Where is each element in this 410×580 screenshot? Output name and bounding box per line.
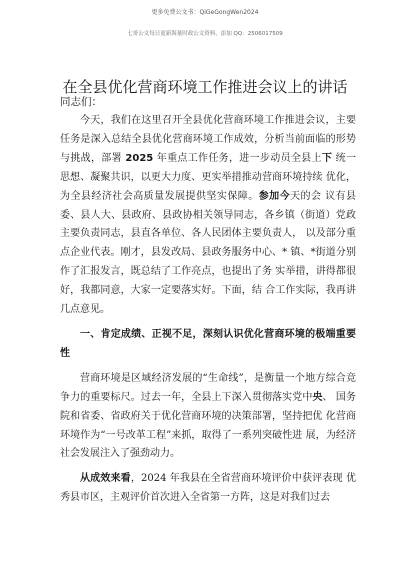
source-note: 七哥公文每日更新海量时政公文资料，添加 QQ：2506017509 — [127, 31, 283, 37]
text-run: 年重点工作任务，进一步动员全县上 — [153, 152, 322, 164]
watermark-header: 更多免费公文书：QiGeGongWen2024 — [151, 9, 259, 16]
text-run: 今天，我们在这里召开全县优化营商环境工作推进会议，主要任务是深入总结全县优化营商环境工作成效，分析当前面临的形势与挑战，部署 — [60, 115, 356, 164]
text-run: 天的会 议有县委、县人大、县政府、县政协相关领导同志，各乡镇（街道）党政主要负责同志，县直各单位、各人民团体主要负责人， 以及部分重点企业代表。刚才，县发改局、县政务服务中心、* 镇、*街道分别作了汇报发言，既总结了工作亮点，也提出了务 实举措，讲得都很好，我都同意，大家一定要落实好。下面，结 合工作实际，我再讲几点意见。 — [60, 190, 357, 316]
bold-text-run: 从成效来看 — [80, 473, 131, 485]
paragraph-1 — [60, 112, 356, 320]
salutation: 同志们： — [60, 96, 102, 108]
text-run: 统一思想、凝聚共识，以更大力度、更实举措推动营商环境持续 优化，为全县经济社会高质量发展提供坚实保障。 — [60, 152, 357, 202]
document-title: 在全县优化营商环境工作推进会议上的讲话 — [62, 78, 348, 96]
bold-text-run: 参加今 — [258, 190, 291, 202]
text-run: 营商环境是区域经济发展的“生命线”，是衡量一个地方综合竞争力的重要标尺。过去一年，全县上下深入贯彻落实党中 — [60, 372, 356, 403]
section-heading-1: 一、肯定成绩、正视不足，深刻认识优化营商环境的极端重要性 — [60, 328, 356, 359]
document-body — [60, 112, 356, 508]
bold-text-run: 2025 — [125, 152, 154, 164]
text-run: 、 国务院和省委、省政府关于优化营商环境的决策部署，坚持把优 化营商环境作为“一号改革工程”来抓，取得了一系列突破性进 展，为经济社会发展注入了强劲动力。 — [60, 391, 357, 460]
bold-text-run: 下 — [321, 152, 333, 164]
text-run: ，2024 年我县在全省营商环境评价中获评表现 优秀县市区，主观评价首次进入全省第一方阵，这是对我们过去 — [60, 473, 357, 504]
bold-text-run: 央 — [312, 391, 323, 403]
paragraph-3 — [60, 470, 356, 508]
paragraph-2 — [60, 370, 356, 465]
